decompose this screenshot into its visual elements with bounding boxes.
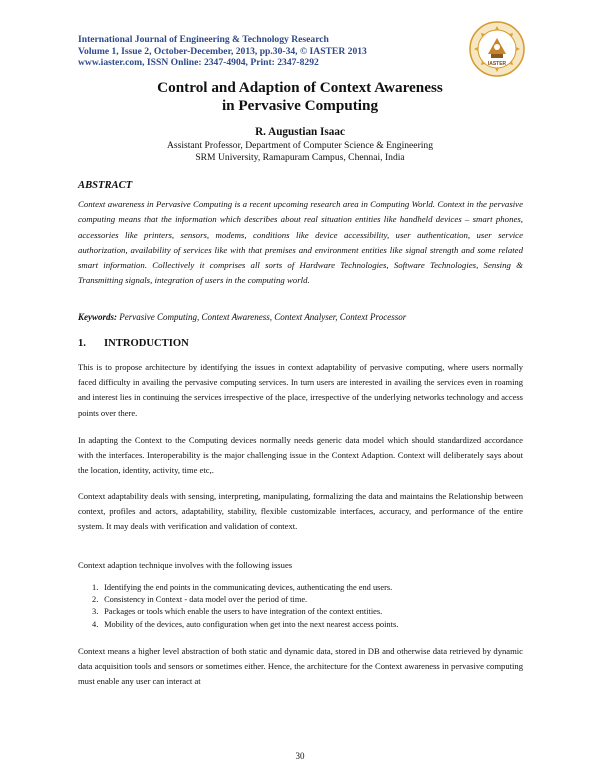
- keywords: [78, 311, 523, 323]
- paper-title: [0, 79, 600, 115]
- journal-name: International Journal of Engineering & Technology Research: [78, 34, 329, 45]
- list-item: 2. Consistency in Context - data model over the period of time.: [92, 595, 308, 605]
- keywords-label: Keywords:: [78, 312, 117, 322]
- journal-header: [78, 34, 498, 69]
- journal-volume: Volume 1, Issue 2, October-December, 2013, pp.30-34, © IASTER 2013: [78, 45, 367, 57]
- page-number: 30: [295, 751, 305, 761]
- author-affiliation: [0, 140, 600, 164]
- list-item: 3. Packages or tools which enable the users to have integration of the context entities.: [92, 607, 383, 617]
- intro-paragraph-1: This is to propose architecture by identifying the issues in context adaptability of pervasive computing, where users normally faced difficulty in availing the pervasive computing services. In turn users are interested in availing the services even in roaming and interest lies in continuing the services irrespective of the place, irrespective of the underlying networks technology and access points over there.: [78, 362, 523, 418]
- svg-text:IASTER: IASTER: [487, 61, 507, 67]
- affiliation-department: Assistant Professor, Department of Computer Science & Engineering: [166, 140, 434, 151]
- section-title: INTRODUCTION: [104, 338, 189, 349]
- abstract-heading: ABSTRACT: [78, 180, 133, 191]
- intro-paragraph-2: In adapting the Context to the Computing devices normally needs generic data model which should standardized accordance with the interfaces. Interoperability is the major challenging issue in the Context Adaption. Context will deliberately says about the location, identity, activity, time etc,.: [78, 435, 523, 476]
- intro-paragraph-4: Context adaption technique involves with the following issues: [78, 560, 293, 570]
- intro-paragraph-3: Context adaptability deals with sensing, interpreting, manipulating, formalizing the data and maintains the Relationship between context, profiles and actors, adaptability, stability, flexible customizable interfaces, accuracy, and performance of the entire system. It may deals with verification and validation of context.: [78, 491, 523, 532]
- section-heading-introduction: [78, 338, 189, 349]
- paper-title-line2: in Pervasive Computing: [221, 97, 379, 114]
- intro-paragraph-5: Context means a higher level abstraction of both static and dynamic data, stored in DB and otherwise data retrieved by dynamic data acquisition tools and sensors or sometimes either. Hence, the architecture for the Context awareness in pervasive computing must enable any user can interact at: [78, 646, 523, 687]
- abstract-text: Context awareness in Pervasive Computing is a recent upcoming research area in Computing World. Context in the pervasive computing means that the information which describes about real situation entities like handheld devices – smart phones, accessories like printers, sensors, modems, conditions like device accessibility, user authentication, user service authorization, availability of services like with that premises and environment entities like signal strength and some related smart information. Collectively it comprises all sorts of Hardware Technologies, Software Technologies, Sensing & Transmitting signals, integration of users in the computing world.: [78, 199, 523, 286]
- author-name: R. Augustian Isaac: [255, 126, 345, 138]
- affiliation-university: SRM University, Ramapuram Campus, Chennai, India: [195, 152, 405, 163]
- iaster-seal-logo: [468, 20, 526, 78]
- keywords-text: Pervasive Computing, Context Awareness, Context Analyser, Context Processor: [119, 312, 407, 322]
- journal-issn: www.iaster.com, ISSN Online: 2347-4904, Print: 2347-8292: [78, 57, 319, 68]
- paper-title-line1: Control and Adaption of Context Awareness: [157, 79, 443, 96]
- list-item: 4. Mobility of the devices, auto configuration when get into the next nearest access points.: [92, 619, 399, 629]
- list-item: 1. Identifying the end points in the communicating devices, authenticating the end users.: [92, 583, 393, 592]
- section-number: 1.: [78, 338, 86, 349]
- issues-list: [92, 582, 522, 631]
